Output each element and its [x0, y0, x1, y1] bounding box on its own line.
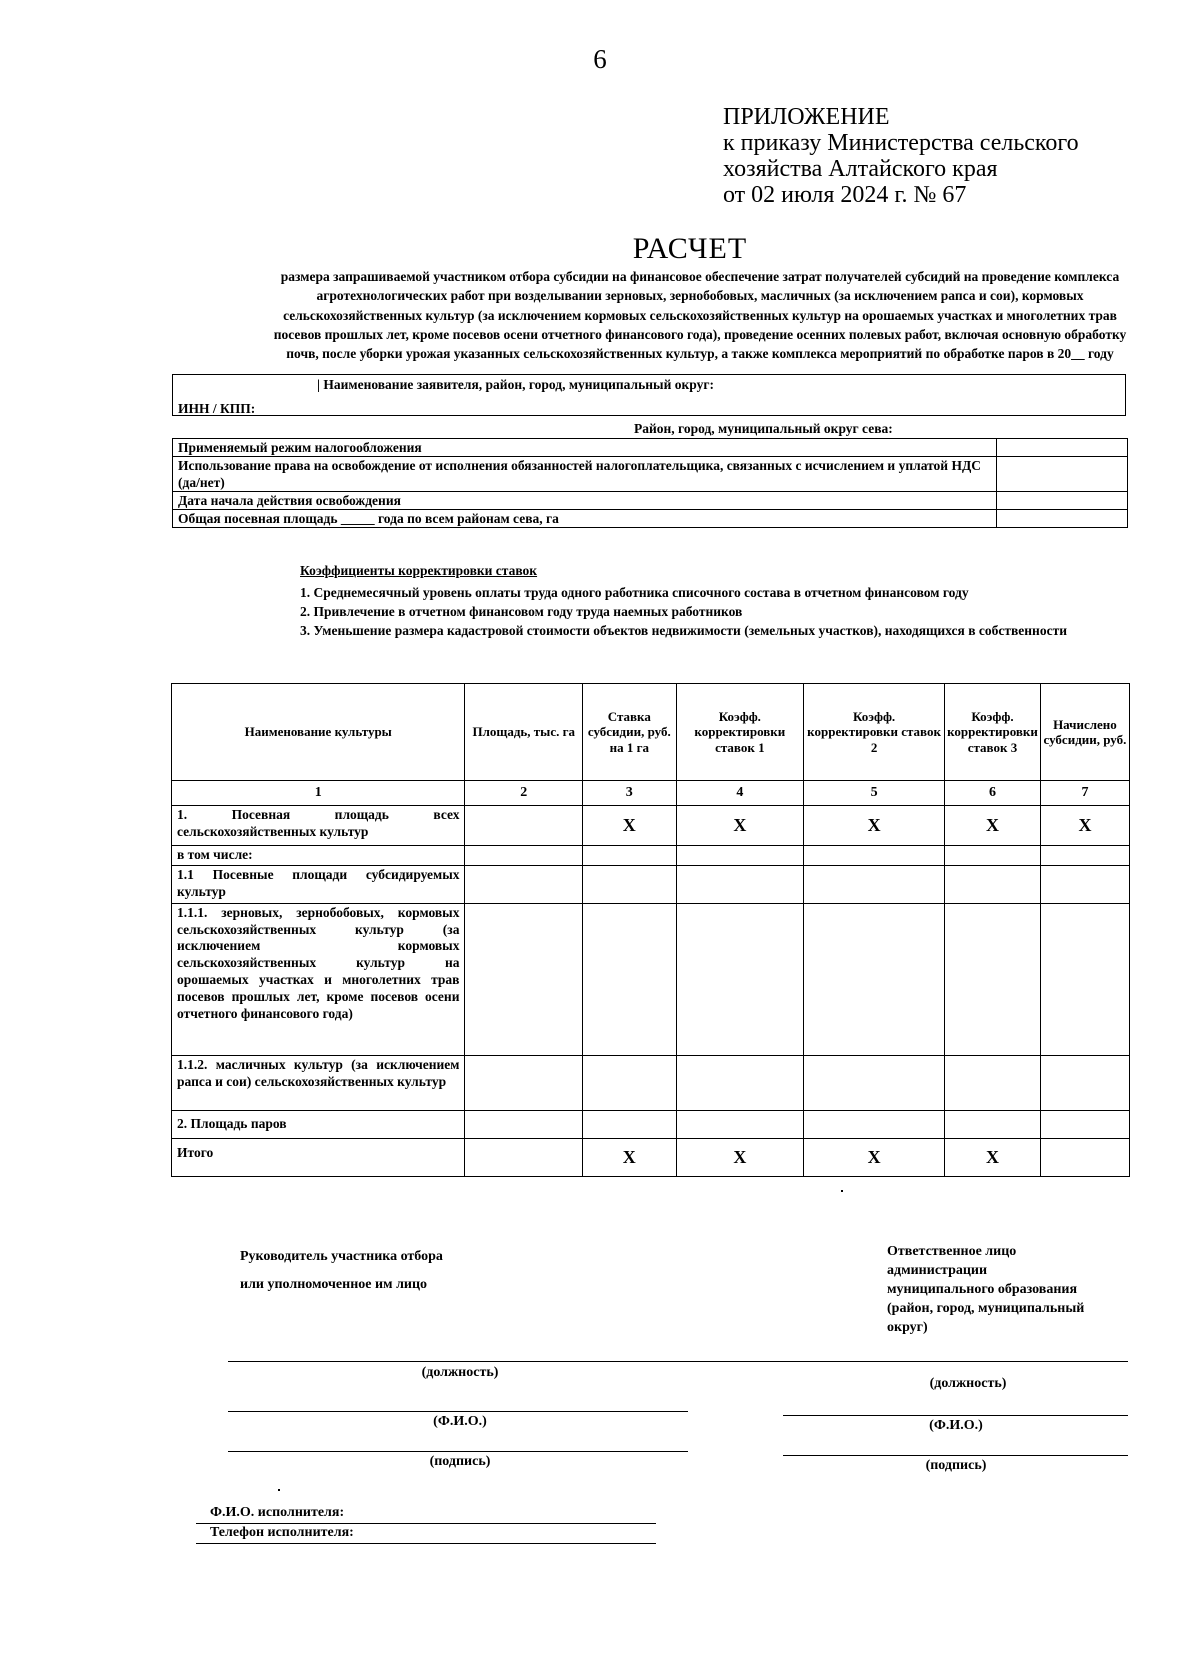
signature-right-line: Ответственное лицо	[887, 1244, 1017, 1259]
table-cell	[945, 1055, 1041, 1110]
row-label: Итого	[172, 1138, 465, 1176]
list-item: 1. Среднемесячный уровень оплаты труда одного работника списочного состава в отчетном финансовом году	[300, 585, 969, 600]
table-cell	[583, 903, 677, 1055]
column-number-row	[172, 781, 1130, 806]
x-mark: Х	[804, 1138, 945, 1176]
signature-left-line: Руководитель участника отбора	[240, 1249, 443, 1264]
table-header-row	[172, 684, 1130, 781]
signature-left-title	[240, 1243, 443, 1299]
header-coef-1: Коэфф. корректировки ставок 1	[676, 684, 804, 781]
table-row	[173, 439, 1128, 457]
table-cell	[945, 865, 1041, 903]
table-cell	[804, 1055, 945, 1110]
table-cell	[465, 846, 583, 866]
x-mark: Х	[676, 806, 804, 846]
scan-speck	[278, 1489, 280, 1491]
total-area-value	[997, 510, 1128, 528]
table-cell	[1040, 1110, 1129, 1138]
fio-line-left	[228, 1411, 688, 1412]
position-line	[228, 1361, 1128, 1362]
column-number: 2	[465, 781, 583, 806]
column-number: 5	[804, 781, 945, 806]
region-label: Район, город, муниципальный округ сева:	[634, 421, 893, 436]
x-mark: Х	[1040, 806, 1129, 846]
document-title: РАСЧЕТ	[632, 232, 748, 265]
header-accrued: Начислено субсидии, руб.	[1040, 684, 1129, 781]
fio-line-right	[783, 1415, 1128, 1416]
table-row	[173, 457, 1128, 492]
total-row	[172, 1138, 1130, 1176]
table-cell	[1040, 903, 1129, 1055]
page-number: 6	[593, 44, 607, 74]
vat-exemption-label: Использование права на освобождение от исполнения обязанностей налогоплательщика, связанных с исчислением и уплатой НДС (да/нет)	[173, 457, 997, 492]
signature-right-title	[887, 1242, 1084, 1337]
executor-phone-label: Телефон исполнителя:	[210, 1525, 354, 1540]
row-label: 1.1.2. масличных культур (за исключением рапса и сои) сельскохозяйственных культур	[172, 1055, 465, 1110]
x-mark: Х	[583, 1138, 677, 1176]
fio-caption-left: (Ф.И.О.)	[433, 1414, 487, 1429]
table-cell	[1040, 865, 1129, 903]
header-coef-3: Коэфф. корректировки ставок 3	[945, 684, 1041, 781]
row-label: 1.1.1. зерновых, зернобобовых, кормовых сельскохозяйственных культур (за исключением кормовых сельскохозяйственных культур на орошаемых участках и многолетних трав посевов прошлых лет, кроме посевов осени отчетного финансового года)	[172, 903, 465, 1055]
header-area: Площадь, тыс. га	[465, 684, 583, 781]
table-cell	[676, 903, 804, 1055]
x-mark: Х	[945, 806, 1041, 846]
exemption-date-label: Дата начала действия освобождения	[173, 492, 997, 510]
table-row	[172, 903, 1130, 1055]
x-mark: Х	[676, 1138, 804, 1176]
table-cell	[676, 1110, 804, 1138]
total-area-label: Общая посевная площадь _____ года по всем районам сева, га	[173, 510, 997, 528]
table-row	[172, 806, 1130, 846]
tax-regime-label: Применяемый режим налогообложения	[173, 439, 997, 457]
signature-right-line: (район, город, муниципальный	[887, 1301, 1085, 1316]
x-mark: Х	[804, 806, 945, 846]
header-culture: Наименование культуры	[172, 684, 465, 781]
signature-right-line: муниципального образования	[887, 1282, 1078, 1297]
vat-exemption-value	[997, 457, 1128, 492]
table-cell	[945, 1110, 1041, 1138]
table-cell	[465, 1138, 583, 1176]
executor-fio-label: Ф.И.О. исполнителя:	[210, 1505, 345, 1520]
table-row	[172, 865, 1130, 903]
table-cell	[465, 903, 583, 1055]
signature-caption-left: (подпись)	[429, 1454, 491, 1469]
signature-left-line: или уполномоченное им лицо	[240, 1277, 428, 1292]
tax-regime-value	[997, 439, 1128, 457]
calculation-table	[171, 683, 1130, 1177]
table-cell	[583, 1055, 677, 1110]
list-item: 3. Уменьшение размера кадастровой стоимости объектов недвижимости (земельных участков), находящихся в собственности	[300, 623, 1067, 638]
header-coef-2: Коэфф. корректировки ставок 2	[804, 684, 945, 781]
executor-phone-line	[196, 1543, 656, 1544]
appendix-line: хозяйства Алтайского края	[723, 156, 998, 182]
column-number: 7	[1040, 781, 1129, 806]
signature-line-left	[228, 1451, 688, 1452]
table-cell	[465, 865, 583, 903]
applicant-label-text: Наименование заявителя, район, город, муниципальный округ:	[323, 377, 714, 392]
list-item: 2. Привлечение в отчетном финансовом году труда наемных работников	[300, 604, 743, 619]
appendix-block	[723, 104, 1079, 208]
column-number: 3	[583, 781, 677, 806]
appendix-line: к приказу Министерства сельского	[723, 130, 1079, 156]
table-cell	[676, 1055, 804, 1110]
coefficients-title: Коэффициенты корректировки ставок	[300, 563, 538, 578]
column-number: 4	[676, 781, 804, 806]
table-cell	[804, 865, 945, 903]
applicant-label: | Наименование заявителя, район, город, муниципальный округ:	[317, 377, 714, 392]
table-row	[172, 1110, 1130, 1138]
table-cell	[1040, 1055, 1129, 1110]
column-number: 1	[172, 781, 465, 806]
table-cell	[465, 1110, 583, 1138]
fio-caption-right: (Ф.И.О.)	[929, 1418, 983, 1433]
table-row	[172, 846, 1130, 866]
position-caption-right: (должность)	[929, 1376, 1007, 1391]
signature-right-line: администрации	[887, 1263, 988, 1278]
x-mark: Х	[583, 806, 677, 846]
table-cell	[804, 1110, 945, 1138]
inn-label: ИНН / КПП:	[178, 401, 256, 416]
row-label: 1.1 Посевные площади субсидируемых культур	[172, 865, 465, 903]
executor-fio-line	[196, 1523, 656, 1524]
table-row	[173, 510, 1128, 528]
table-cell	[465, 1055, 583, 1110]
table-row	[172, 1055, 1130, 1110]
signature-line-right	[783, 1455, 1128, 1456]
appendix-date: от 02 июля 2024 г. № 67	[723, 182, 967, 208]
table-cell	[804, 903, 945, 1055]
table-cell	[676, 865, 804, 903]
table-cell	[583, 1110, 677, 1138]
table-cell	[1040, 846, 1129, 866]
document-subtitle: размера запрашиваемой участником отбора субсидии на финансовое обеспечение затрат получателей субсидий на проведение комплекса агротехнологических работ при возделывании зерновых, зернобобовых, масличных (за исключением рапса и сои), кормовых сельскохозяйственных культур (за исключением кормовых сельскохозяйственных культур на орошаемых участках и многолетних трав посевов прошлых лет, кроме посевов осени отчетного финансового года), проведение осенних полевых работ, включая основную обработку почв, после уборки урожая указанных сельскохозяйственных культур, а также комплекса мероприятий по обработке паров в 20__ году	[273, 269, 1127, 362]
table-cell	[1040, 1138, 1129, 1176]
table-cell	[583, 846, 677, 866]
coefficients-list	[300, 583, 1120, 640]
row-label: 2. Площадь паров	[172, 1110, 465, 1138]
row-label: в том числе:	[172, 846, 465, 866]
table-row	[173, 492, 1128, 510]
header-rate: Ставка субсидии, руб. на 1 га	[583, 684, 677, 781]
table-cell	[465, 806, 583, 846]
signature-caption-right: (подпись)	[925, 1458, 987, 1473]
position-caption-left: (должность)	[421, 1365, 499, 1380]
table-cell	[945, 903, 1041, 1055]
x-mark: Х	[945, 1138, 1041, 1176]
table-cell	[945, 846, 1041, 866]
table-cell	[676, 846, 804, 866]
table-cell	[583, 865, 677, 903]
signature-right-line: округ)	[887, 1320, 928, 1335]
tax-info-table	[172, 438, 1128, 528]
scan-speck	[841, 1190, 843, 1192]
exemption-date-value	[997, 492, 1128, 510]
table-cell	[804, 846, 945, 866]
row-label: 1. Посевная площадь всех сельскохозяйственных культур	[172, 806, 465, 846]
appendix-title: ПРИЛОЖЕНИЕ	[723, 104, 890, 130]
column-number: 6	[945, 781, 1041, 806]
